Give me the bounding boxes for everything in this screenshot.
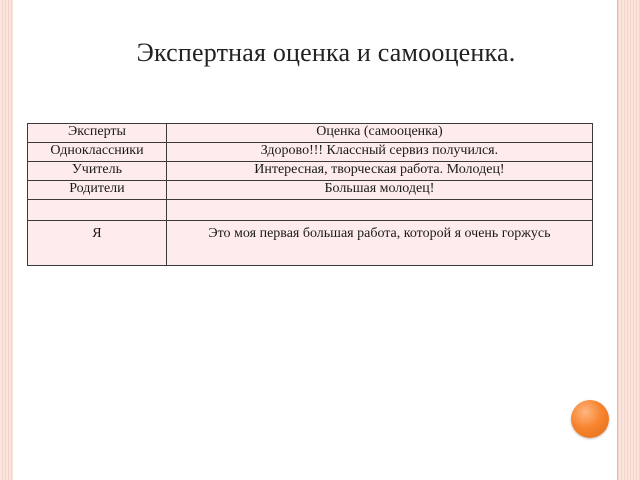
- header-experts: Эксперты: [28, 124, 167, 143]
- evaluation-table: [27, 123, 593, 266]
- expert-cell: Учитель: [28, 162, 167, 181]
- header-evaluation: Оценка (самооценка): [166, 124, 592, 143]
- table-row: [28, 143, 593, 162]
- slide-title: Экспертная оценка и самооценка.: [136, 38, 516, 67]
- evaluation-cell: Здорово!!! Классный сервиз получился.: [166, 143, 592, 162]
- evaluation-cell: Большая молодец!: [166, 181, 592, 200]
- expert-cell: Родители: [28, 181, 167, 200]
- expert-cell: [28, 200, 167, 221]
- table-row: [28, 221, 593, 266]
- expert-cell: Одноклассники: [28, 143, 167, 162]
- table-row: [28, 181, 593, 200]
- evaluation-cell: Это моя первая большая работа, которой я очень горжусь: [166, 221, 592, 266]
- expert-cell: Я: [28, 221, 167, 266]
- orange-circle-decoration: [571, 400, 609, 438]
- left-decorative-stripe: [0, 0, 13, 480]
- table-row: [28, 162, 593, 181]
- table-row: [28, 200, 593, 221]
- evaluation-cell: [166, 200, 592, 221]
- right-decorative-stripe: [618, 0, 640, 480]
- evaluation-cell: Интересная, творческая работа. Молодец!: [166, 162, 592, 181]
- table-header-row: [28, 124, 593, 143]
